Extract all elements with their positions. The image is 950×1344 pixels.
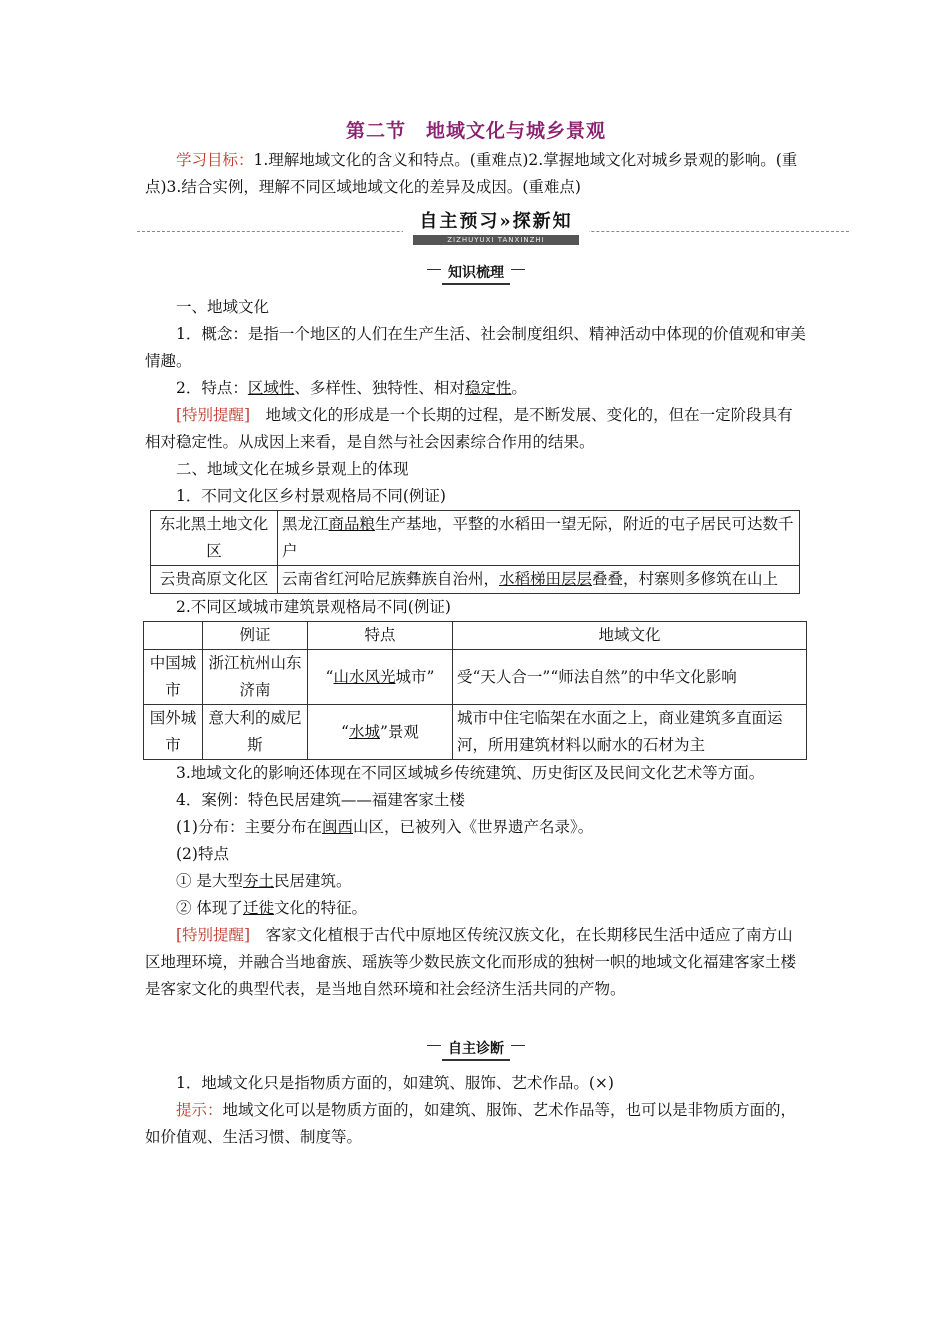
- table-row: [144, 650, 807, 705]
- table-header: 特点: [308, 622, 453, 650]
- section-tag-knowledge: [421, 259, 531, 286]
- table-cell: [308, 650, 453, 705]
- underlined-answer: 闽西: [321, 818, 353, 836]
- underlined-answer: 山水风光: [333, 667, 396, 686]
- underlined-answer: 夯土: [242, 872, 274, 890]
- table-row: [151, 566, 800, 594]
- paragraph-4-3: [145, 868, 807, 895]
- text: 2．特点：: [176, 379, 248, 397]
- banner-title-part1: 自主预习: [419, 211, 500, 232]
- table-cell: [308, 705, 453, 760]
- table-header: [144, 622, 203, 650]
- text: 民居建筑。: [273, 872, 352, 890]
- goals-label: 学习目标：: [176, 151, 254, 169]
- text: “: [325, 667, 334, 686]
- text: ”景观: [380, 722, 419, 741]
- text: 、多样性、独特性、相对: [294, 379, 465, 397]
- urban-landscape-table: [143, 621, 807, 760]
- table-cell: 受“天人合一”“师法自然”的中华文化影响: [453, 650, 807, 705]
- table-row: [144, 705, 807, 760]
- table-header: 地域文化: [453, 622, 807, 650]
- tag-label: 自主诊断: [442, 1039, 510, 1061]
- tip-text: 地域文化的形成是一个长期的过程，是不断发展、变化的，但在一定阶段具有相对稳定性。从成因上来看，是自然与社会因素综合作用的结果。: [145, 406, 793, 451]
- subheading-rural: 1．不同文化区乡村景观格局不同(例证): [176, 487, 446, 505]
- section-heading-2: 二、地域文化在城乡景观上的体现: [176, 460, 409, 478]
- subheading-urban: 2.不同区域城市建筑景观格局不同(例证): [176, 598, 451, 616]
- section-tag-diagnosis: [421, 1035, 531, 1062]
- paragraph-3: 3.地域文化的影响还体现在不同区域城乡传统建筑、历史街区及民间文化艺术等方面。: [176, 764, 765, 782]
- table-cell: 意大利的威尼斯: [203, 705, 308, 760]
- table-cell: 国外城市: [144, 705, 203, 760]
- table-cell: 中国城市: [144, 650, 203, 705]
- paragraph-4-1: [145, 814, 807, 841]
- banner-subtitle: ZIZHUYUXI TANXINZHI: [413, 235, 579, 245]
- question-1: 1．地域文化只是指物质方面的，如建筑、服饰、艺术作品。(×): [176, 1074, 614, 1092]
- rural-landscape-table: [150, 510, 800, 594]
- text: 生产基地，平整的水稻田一望无际，附近的屯子居民可达数千户: [282, 515, 794, 560]
- table-cell: 城市中住宅临架在水面之上，商业建筑多直面运河，所用建筑材料以耐水的石材为主: [453, 705, 807, 760]
- table-cell: [278, 566, 800, 594]
- section-heading-1: 一、地域文化: [176, 298, 270, 316]
- text: “: [341, 722, 349, 741]
- banner-title-part2: 探新知: [512, 211, 573, 232]
- underlined-answer: 区域性: [247, 379, 295, 397]
- underlined-answer: 水稻梯田层层: [499, 570, 593, 588]
- text: 云南省红河哈尼族彝族自治州，: [282, 570, 500, 588]
- tag-label: 知识梳理: [442, 263, 510, 285]
- text: 文化的特征。: [273, 899, 367, 917]
- text: ① 是大型: [176, 872, 243, 890]
- goals-text: 1.理解地域文化的含义和特点。(重难点)2.掌握地域文化对城乡景观的影响。(重点)3.结合实例，理解不同区域地域文化的差异及成因。(重难点): [145, 151, 798, 196]
- tip-label: [特别提醒]: [176, 926, 251, 944]
- table-header: 例证: [203, 622, 308, 650]
- text: 。: [511, 379, 527, 397]
- text: 黑龙江: [282, 515, 329, 533]
- feature-paragraph: [145, 375, 807, 402]
- paragraph-4: 4．案例：特色民居建筑——福建客家土楼: [176, 791, 465, 809]
- text: 山区，已被列入《世界遗产名录》。: [352, 818, 594, 836]
- tip-text: 客家文化植根于古代中原地区传统汉族文化，在长期移民生活中适应了南方山区地理环境，并融合当地畲族、瑶族等少数民族文化而形成的独树一帜的地域文化福建客家土楼是客家文化的典型代表，是当地自然环境和社会经济生活共同的产物。: [145, 926, 797, 998]
- table-cell: [278, 511, 800, 566]
- underlined-answer: 稳定性: [464, 379, 512, 397]
- paragraph-4-2: (2)特点: [176, 845, 229, 863]
- hint-paragraph: [145, 1097, 807, 1151]
- hint-text: 地域文化可以是物质方面的，如建筑、服饰、艺术作品等，也可以是非物质方面的，如价值观、生活习惯、制度等。: [145, 1101, 797, 1146]
- table-cell: 浙江杭州山东济南: [203, 650, 308, 705]
- text: 叠叠，村寨则多修筑在山上: [592, 570, 779, 588]
- text: 城市”: [395, 667, 435, 686]
- paragraph-4-4: [145, 895, 807, 922]
- underlined-answer: 水城: [348, 722, 380, 741]
- document-page: [145, 118, 807, 1151]
- table-cell: 云贵高原文化区: [151, 566, 278, 594]
- text: (1)分布：主要分布在: [176, 818, 322, 836]
- tip-label: [特别提醒]: [176, 406, 251, 424]
- underlined-answer: 商品粮: [328, 515, 376, 533]
- underlined-answer: 迁徙: [242, 899, 274, 917]
- table-cell: 东北黑土地文化区: [151, 511, 278, 566]
- section-banner: [145, 207, 807, 245]
- hint-label: 提示：: [176, 1101, 223, 1119]
- table-row: [151, 511, 800, 566]
- special-tip-1: [145, 402, 807, 456]
- table-header-row: [144, 622, 807, 650]
- special-tip-2: [145, 922, 807, 1003]
- banner-title: [403, 211, 589, 233]
- page-title: 第二节 地域文化与城乡景观: [345, 120, 606, 142]
- learning-goals: [145, 147, 807, 201]
- banner-arrow-icon: »: [499, 211, 513, 232]
- text: ② 体现了: [176, 899, 243, 917]
- concept-paragraph: 1．概念：是指一个地区的人们在生产生活、社会制度组织、精神活动中体现的价值观和审美情趣。: [145, 325, 806, 370]
